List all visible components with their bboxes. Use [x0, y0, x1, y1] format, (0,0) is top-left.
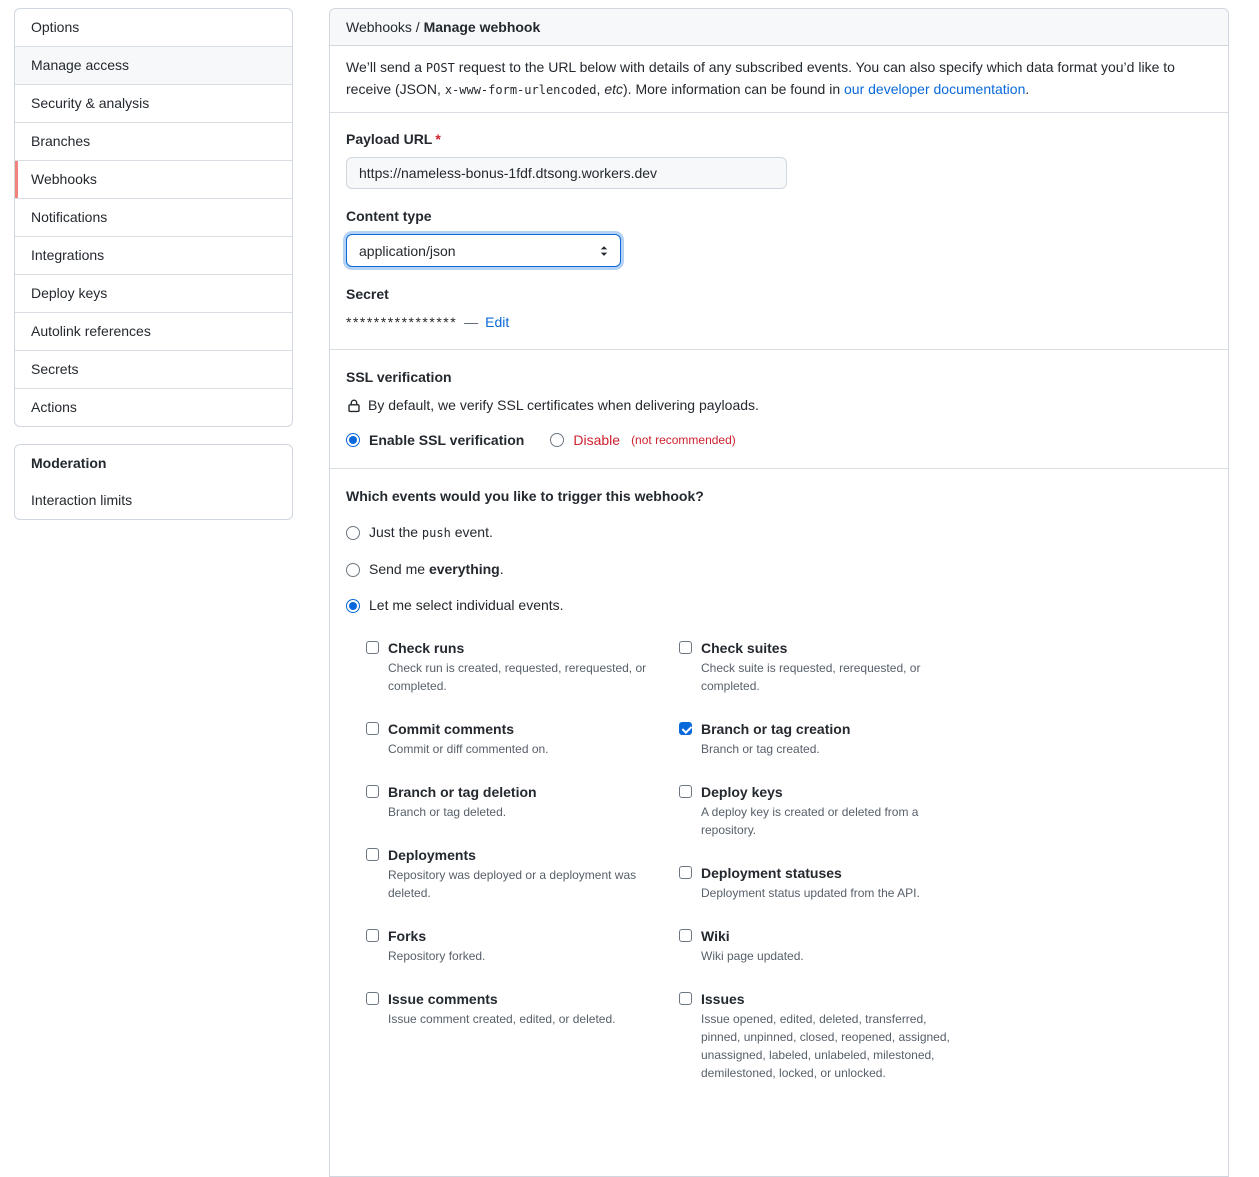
event-description: A deploy key is created or deleted from a repository. [701, 805, 919, 837]
event-item-check-suites [679, 638, 964, 695]
payload-url-label [346, 129, 1212, 150]
event-title: Deployment statuses [701, 865, 842, 881]
secret-label: Secret [346, 286, 389, 302]
ssl-disable-radio[interactable] [550, 433, 564, 447]
event-checkbox-commit-comments[interactable] [366, 722, 379, 735]
individual-label: Let me select individual events. [369, 597, 564, 613]
sidebar-item-webhooks[interactable] [15, 160, 292, 198]
intro-text-1: We’ll send a [346, 59, 426, 75]
event-description: Check run is created, requested, rerequested, or completed. [388, 661, 647, 693]
event-item-branch-or-tag-deletion [366, 782, 679, 821]
event-item-forks [366, 926, 679, 965]
payload-url-group [346, 129, 1212, 189]
sidebar-item-label: Autolink references [31, 323, 151, 339]
moderation-header: Moderation [31, 455, 107, 471]
event-description: Branch or tag created. [701, 742, 820, 756]
event-title: Deployments [388, 847, 476, 863]
ssl-note-row [346, 395, 1212, 416]
event-title: Issue comments [388, 991, 498, 1007]
ssl-section-title: SSL verification [346, 369, 452, 385]
event-item-issues [679, 989, 964, 1082]
ssl-disable-note: (not recommended) [631, 433, 736, 447]
push-only-radio[interactable] [346, 526, 360, 540]
secret-edit-link[interactable]: Edit [485, 314, 510, 330]
event-title: Deploy keys [701, 784, 783, 800]
event-item-deployments [366, 845, 679, 902]
intro-text-2: request to the URL below with details of any subscribed events. You can also specify which data format you’d like to receive (JSON, [346, 59, 1175, 97]
event-checkbox-issues[interactable] [679, 992, 692, 1005]
secret-masked-value: **************** [346, 314, 458, 330]
sidebar-item-interaction-limits[interactable] [15, 482, 292, 519]
sidebar-item-deploy-keys[interactable] [15, 274, 292, 312]
lock-icon [346, 398, 362, 414]
everything-text-1: Send me [369, 561, 429, 577]
sidebar-item-label: Interaction limits [31, 492, 133, 508]
ssl-verification-section [330, 350, 1228, 469]
event-item-deploy-keys [679, 782, 964, 839]
event-checkbox-wiki[interactable] [679, 929, 692, 942]
event-description: Branch or tag deleted. [388, 805, 507, 819]
event-checkbox-branch-or-tag-deletion[interactable] [366, 785, 379, 798]
event-checkbox-columns [366, 638, 1212, 1106]
breadcrumb-webhooks-link[interactable]: Webhooks [346, 19, 412, 35]
ssl-enable-label: Enable SSL verification [369, 432, 525, 448]
event-description: Deployment status updated from the API. [701, 886, 920, 900]
events-right-column [679, 638, 964, 1106]
developer-docs-link[interactable]: our developer documentation [844, 81, 1026, 97]
breadcrumb-separator: / [415, 19, 420, 35]
required-asterisk: * [435, 131, 441, 147]
sidebar-item-label: Deploy keys [31, 285, 108, 301]
event-item-check-runs [366, 638, 679, 695]
event-checkbox-check-runs[interactable] [366, 641, 379, 654]
event-item-deployment-statuses [679, 863, 964, 902]
content-type-group [346, 206, 1212, 267]
intro-etc: etc [604, 81, 623, 97]
sidebar-item-actions[interactable] [15, 388, 292, 426]
event-option-push-only[interactable] [346, 522, 1212, 544]
event-title: Wiki [701, 928, 730, 944]
intro-text-5: . [1025, 81, 1030, 97]
event-checkbox-check-suites[interactable] [679, 641, 692, 654]
event-item-commit-comments [366, 719, 679, 758]
payload-url-input[interactable] [346, 157, 787, 189]
everything-label [369, 559, 504, 580]
everything-radio[interactable] [346, 563, 360, 577]
event-checkbox-deployments[interactable] [366, 848, 379, 861]
event-title: Forks [388, 928, 427, 944]
intro-urlencoded-code: x-www-form-urlencoded [444, 83, 597, 97]
event-description: Repository forked. [388, 949, 486, 963]
event-title: Branch or tag creation [701, 721, 851, 737]
secret-group [346, 284, 1212, 333]
event-description: Issue opened, edited, deleted, transferred, pinned, unpinned, closed, reopened, assigned, unassigned, labeled, unlabeled, milestoned, demilestoned, locked, or unlocked. [701, 1012, 950, 1080]
events-left-column [366, 638, 679, 1106]
push-only-label [369, 522, 493, 544]
everything-text-2: . [499, 561, 504, 577]
sidebar-item-security-analysis[interactable] [15, 84, 292, 122]
push-only-text-2: event. [450, 524, 493, 540]
events-question: Which events would you like to trigger this webhook? [346, 488, 704, 504]
event-title: Issues [701, 991, 745, 1007]
sidebar-item-manage-access[interactable] [15, 46, 292, 84]
ssl-enable-option[interactable] [346, 432, 524, 448]
intro-post-code: POST [425, 61, 455, 75]
ssl-enable-radio[interactable] [346, 433, 360, 447]
settings-nav [14, 8, 293, 427]
webhook-intro-text [330, 46, 1228, 113]
sidebar-item-label: Security & analysis [31, 95, 150, 111]
sidebar-item-secrets[interactable] [15, 350, 292, 388]
ssl-disable-option[interactable] [550, 432, 735, 448]
event-checkbox-forks[interactable] [366, 929, 379, 942]
content-type-selected-value: application/json [359, 242, 456, 259]
event-item-issue-comments [366, 989, 679, 1028]
everything-bold: everything [428, 561, 500, 577]
sidebar-item-integrations[interactable] [15, 236, 292, 274]
manage-webhook-panel [329, 8, 1229, 1177]
sidebar-item-label: Manage access [31, 57, 130, 73]
push-only-text-1: Just the [369, 524, 422, 540]
event-option-everything[interactable] [346, 559, 1212, 580]
event-description: Repository was deployed or a deployment was deleted. [388, 868, 637, 900]
events-section [330, 469, 1228, 1176]
event-description: Check suite is requested, rerequested, or completed. [701, 661, 921, 693]
event-checkbox-deploy-keys[interactable] [679, 785, 692, 798]
secret-dash: — [464, 314, 479, 330]
moderation-nav [14, 444, 293, 520]
event-title: Commit comments [388, 721, 515, 737]
event-title: Check runs [388, 640, 465, 656]
intro-text-3: , [596, 81, 605, 97]
ssl-radio-group [346, 432, 1212, 448]
sidebar-item-label: Secrets [31, 361, 79, 377]
sidebar-item-autolink-references[interactable] [15, 312, 292, 350]
sidebar-item-label: Webhooks [31, 171, 97, 187]
event-item-wiki [679, 926, 964, 965]
event-checkbox-deployment-statuses[interactable] [679, 866, 692, 879]
sidebar-item-label: Branches [31, 133, 91, 149]
event-checkbox-branch-or-tag-creation[interactable] [679, 722, 692, 735]
moderation-items [15, 482, 292, 519]
intro-text-4: ). More information can be found in [623, 81, 845, 97]
content-type-label: Content type [346, 208, 432, 224]
breadcrumb [330, 9, 1228, 46]
settings-sidebar [14, 8, 293, 520]
event-description: Wiki page updated. [701, 949, 804, 963]
select-caret-icon [597, 244, 611, 258]
event-checkbox-issue-comments[interactable] [366, 992, 379, 1005]
payload-url-label-text: Payload URL [346, 131, 433, 147]
sidebar-item-notifications[interactable] [15, 198, 292, 236]
secret-value-row [346, 312, 1212, 333]
content-type-select[interactable] [346, 234, 621, 267]
event-item-branch-or-tag-creation [679, 719, 964, 758]
ssl-note-text: By default, we verify SSL certificates when delivering payloads. [368, 397, 759, 413]
push-code: push [421, 526, 451, 540]
sidebar-item-label: Integrations [31, 247, 105, 263]
sidebar-item-label: Notifications [31, 209, 108, 225]
event-title: Branch or tag deletion [388, 784, 537, 800]
event-option-individual[interactable] [346, 595, 1212, 616]
sidebar-item-branches[interactable] [15, 122, 292, 160]
individual-radio[interactable] [346, 599, 360, 613]
webhook-form [330, 113, 1228, 350]
sidebar-item-options[interactable] [15, 9, 292, 46]
ssl-disable-label: Disable [573, 432, 621, 448]
event-description: Issue comment created, edited, or deleted. [388, 1012, 616, 1026]
event-description: Commit or diff commented on. [388, 742, 549, 756]
sidebar-item-label: Actions [31, 399, 77, 415]
sidebar-item-label: Options [31, 19, 80, 35]
event-title: Check suites [701, 640, 788, 656]
page-title: Manage webhook [423, 19, 541, 35]
